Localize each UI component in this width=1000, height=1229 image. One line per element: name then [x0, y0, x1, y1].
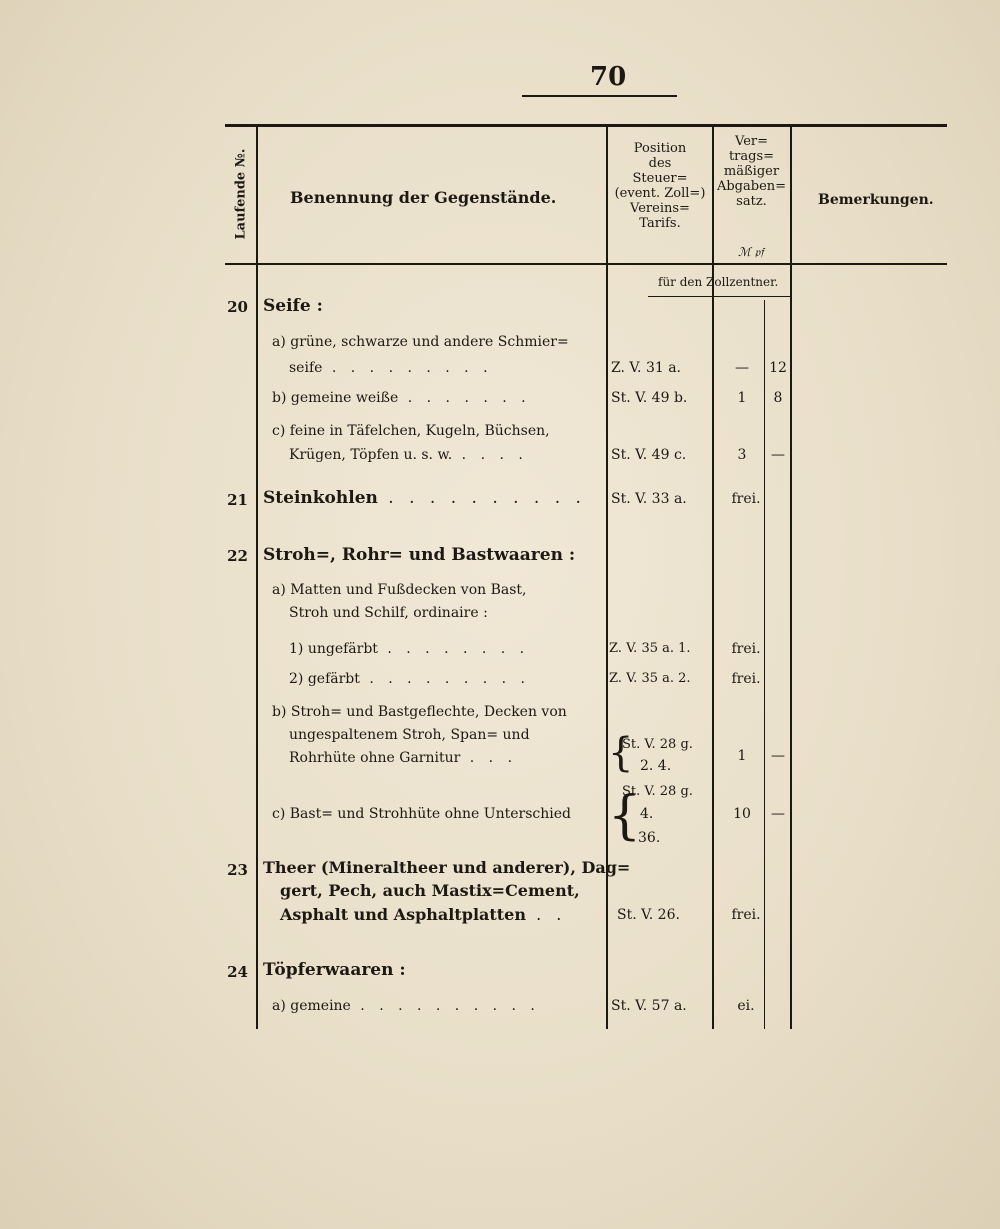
zollzentner-rule: [648, 296, 790, 297]
row-22b-position-2: 2. 4.: [640, 758, 672, 774]
row-20c-position: St. V. 49 c.: [611, 447, 687, 463]
row-24a-position: St. V. 57 a.: [611, 998, 687, 1014]
row-21-value: frei.: [731, 491, 761, 507]
row-22c-position-3: 36.: [638, 830, 661, 846]
row-20c-value-2: —: [771, 447, 785, 463]
table-top-rule: [225, 124, 947, 127]
header-bemerkungen: Bemerkungen.: [818, 192, 934, 208]
row-20a-value-1: —: [735, 360, 749, 376]
header-benennung: Benennung der Gegenstände.: [290, 188, 557, 207]
col-rule-num: [256, 126, 258, 1029]
row-22a2-position: Z. V. 35 a. 2.: [609, 671, 691, 686]
row-22c-value-2: —: [771, 806, 785, 822]
row-22c-position-2: 4.: [640, 806, 654, 822]
header-bottom-rule: [225, 263, 947, 265]
row-title-seife: Seife :: [263, 296, 323, 316]
header-laufende-nr: Laufende №.: [233, 148, 249, 240]
row-20b-text: b) gemeine weiße . . . . . . .: [272, 390, 531, 406]
row-22b-text-3: Rohrhüte ohne Garnitur . . .: [289, 750, 518, 766]
row-22b-value-1: 1: [737, 748, 747, 764]
col-rule-name: [606, 126, 608, 1029]
row-20b-value-1: 1: [737, 390, 747, 406]
row-number-22: 22: [227, 547, 248, 565]
row-20a-value-2: 12: [769, 360, 787, 376]
row-22c-position-1: St. V. 28 g.: [622, 784, 693, 799]
row-22a2-value: frei.: [731, 671, 761, 687]
row-22c-value-1: 10: [733, 806, 751, 822]
row-20a-position: Z. V. 31 a.: [611, 360, 682, 376]
row-22a-text-1: a) Matten und Fußdecken von Bast,: [272, 582, 527, 598]
header-abgabensatz: Ver= trags= mäßiger Abgaben= satz.: [716, 134, 787, 209]
row-22a2-text: 2) gefärbt . . . . . . . . .: [289, 671, 530, 687]
row-number-24: 24: [227, 963, 248, 981]
header-zollzentner: für den Zollzentner.: [658, 275, 779, 289]
row-number-20: 20: [227, 298, 248, 316]
row-number-21: 21: [227, 491, 248, 509]
row-21-position: St. V. 33 a.: [611, 491, 687, 507]
header-satz-units: ℳ 𝔭𝔣: [738, 245, 764, 259]
row-22a1-value: frei.: [731, 641, 761, 657]
row-24a-text: a) gemeine . . . . . . . . . .: [272, 998, 540, 1014]
row-22b-text-2: ungespaltenem Stroh, Span= und: [289, 727, 530, 743]
col-rule-satz: [790, 126, 792, 1029]
row-22b-value-2: —: [771, 748, 785, 764]
row-23-text-2: gert, Pech, auch Mastix=Cement,: [280, 881, 580, 900]
row-20a-text-1: a) grüne, schwarze und andere Schmier=: [272, 334, 569, 350]
header-position: Position des Steuer= (event. Zoll=) Vereins= Tarifs.: [614, 141, 706, 231]
row-23-text-1: Theer (Mineraltheer und anderer), Dag=: [263, 858, 631, 877]
row-24a-value: ei.: [737, 998, 755, 1014]
col-rule-pos: [712, 126, 714, 1029]
row-20c-value-1: 3: [737, 447, 747, 463]
row-23-value: frei.: [731, 907, 761, 923]
row-20c-text-1: c) feine in Täfelchen, Kugeln, Büchsen,: [272, 423, 550, 439]
row-22b-position-1: St. V. 28 g.: [622, 737, 693, 752]
row-number-23: 23: [227, 861, 248, 879]
row-20a-text-2: seife . . . . . . . . .: [289, 360, 493, 376]
row-22b-text-1: b) Stroh= und Bastgeflechte, Decken von: [272, 704, 567, 720]
row-22a1-position: Z. V. 35 a. 1.: [609, 641, 691, 656]
row-title-steinkohlen: Steinkohlen . . . . . . . . . .: [263, 488, 586, 508]
row-20b-value-2: 8: [773, 390, 783, 406]
row-22a1-text: 1) ungefärbt . . . . . . . .: [289, 641, 530, 657]
row-22c-brace: {: [608, 786, 642, 846]
row-22c-text: c) Bast= und Strohhüte ohne Unterschied: [272, 806, 571, 822]
row-20c-text-2: Krügen, Töpfen u. s. w. . . . .: [289, 447, 528, 463]
row-23-position: St. V. 26.: [617, 907, 680, 923]
row-22b-brace: {: [608, 730, 634, 776]
row-22a-text-2: Stroh und Schilf, ordinaire :: [289, 605, 488, 621]
row-20b-position: St. V. 49 b.: [611, 390, 688, 406]
row-title-strohwaaren: Stroh=, Rohr= und Bastwaaren :: [263, 545, 576, 565]
page-number-rule: [522, 95, 677, 97]
page-number: 70: [590, 62, 627, 92]
row-title-toepferwaaren: Töpferwaaren :: [263, 960, 406, 980]
row-23-text-3: Asphalt und Asphaltplatten . .: [280, 905, 567, 924]
